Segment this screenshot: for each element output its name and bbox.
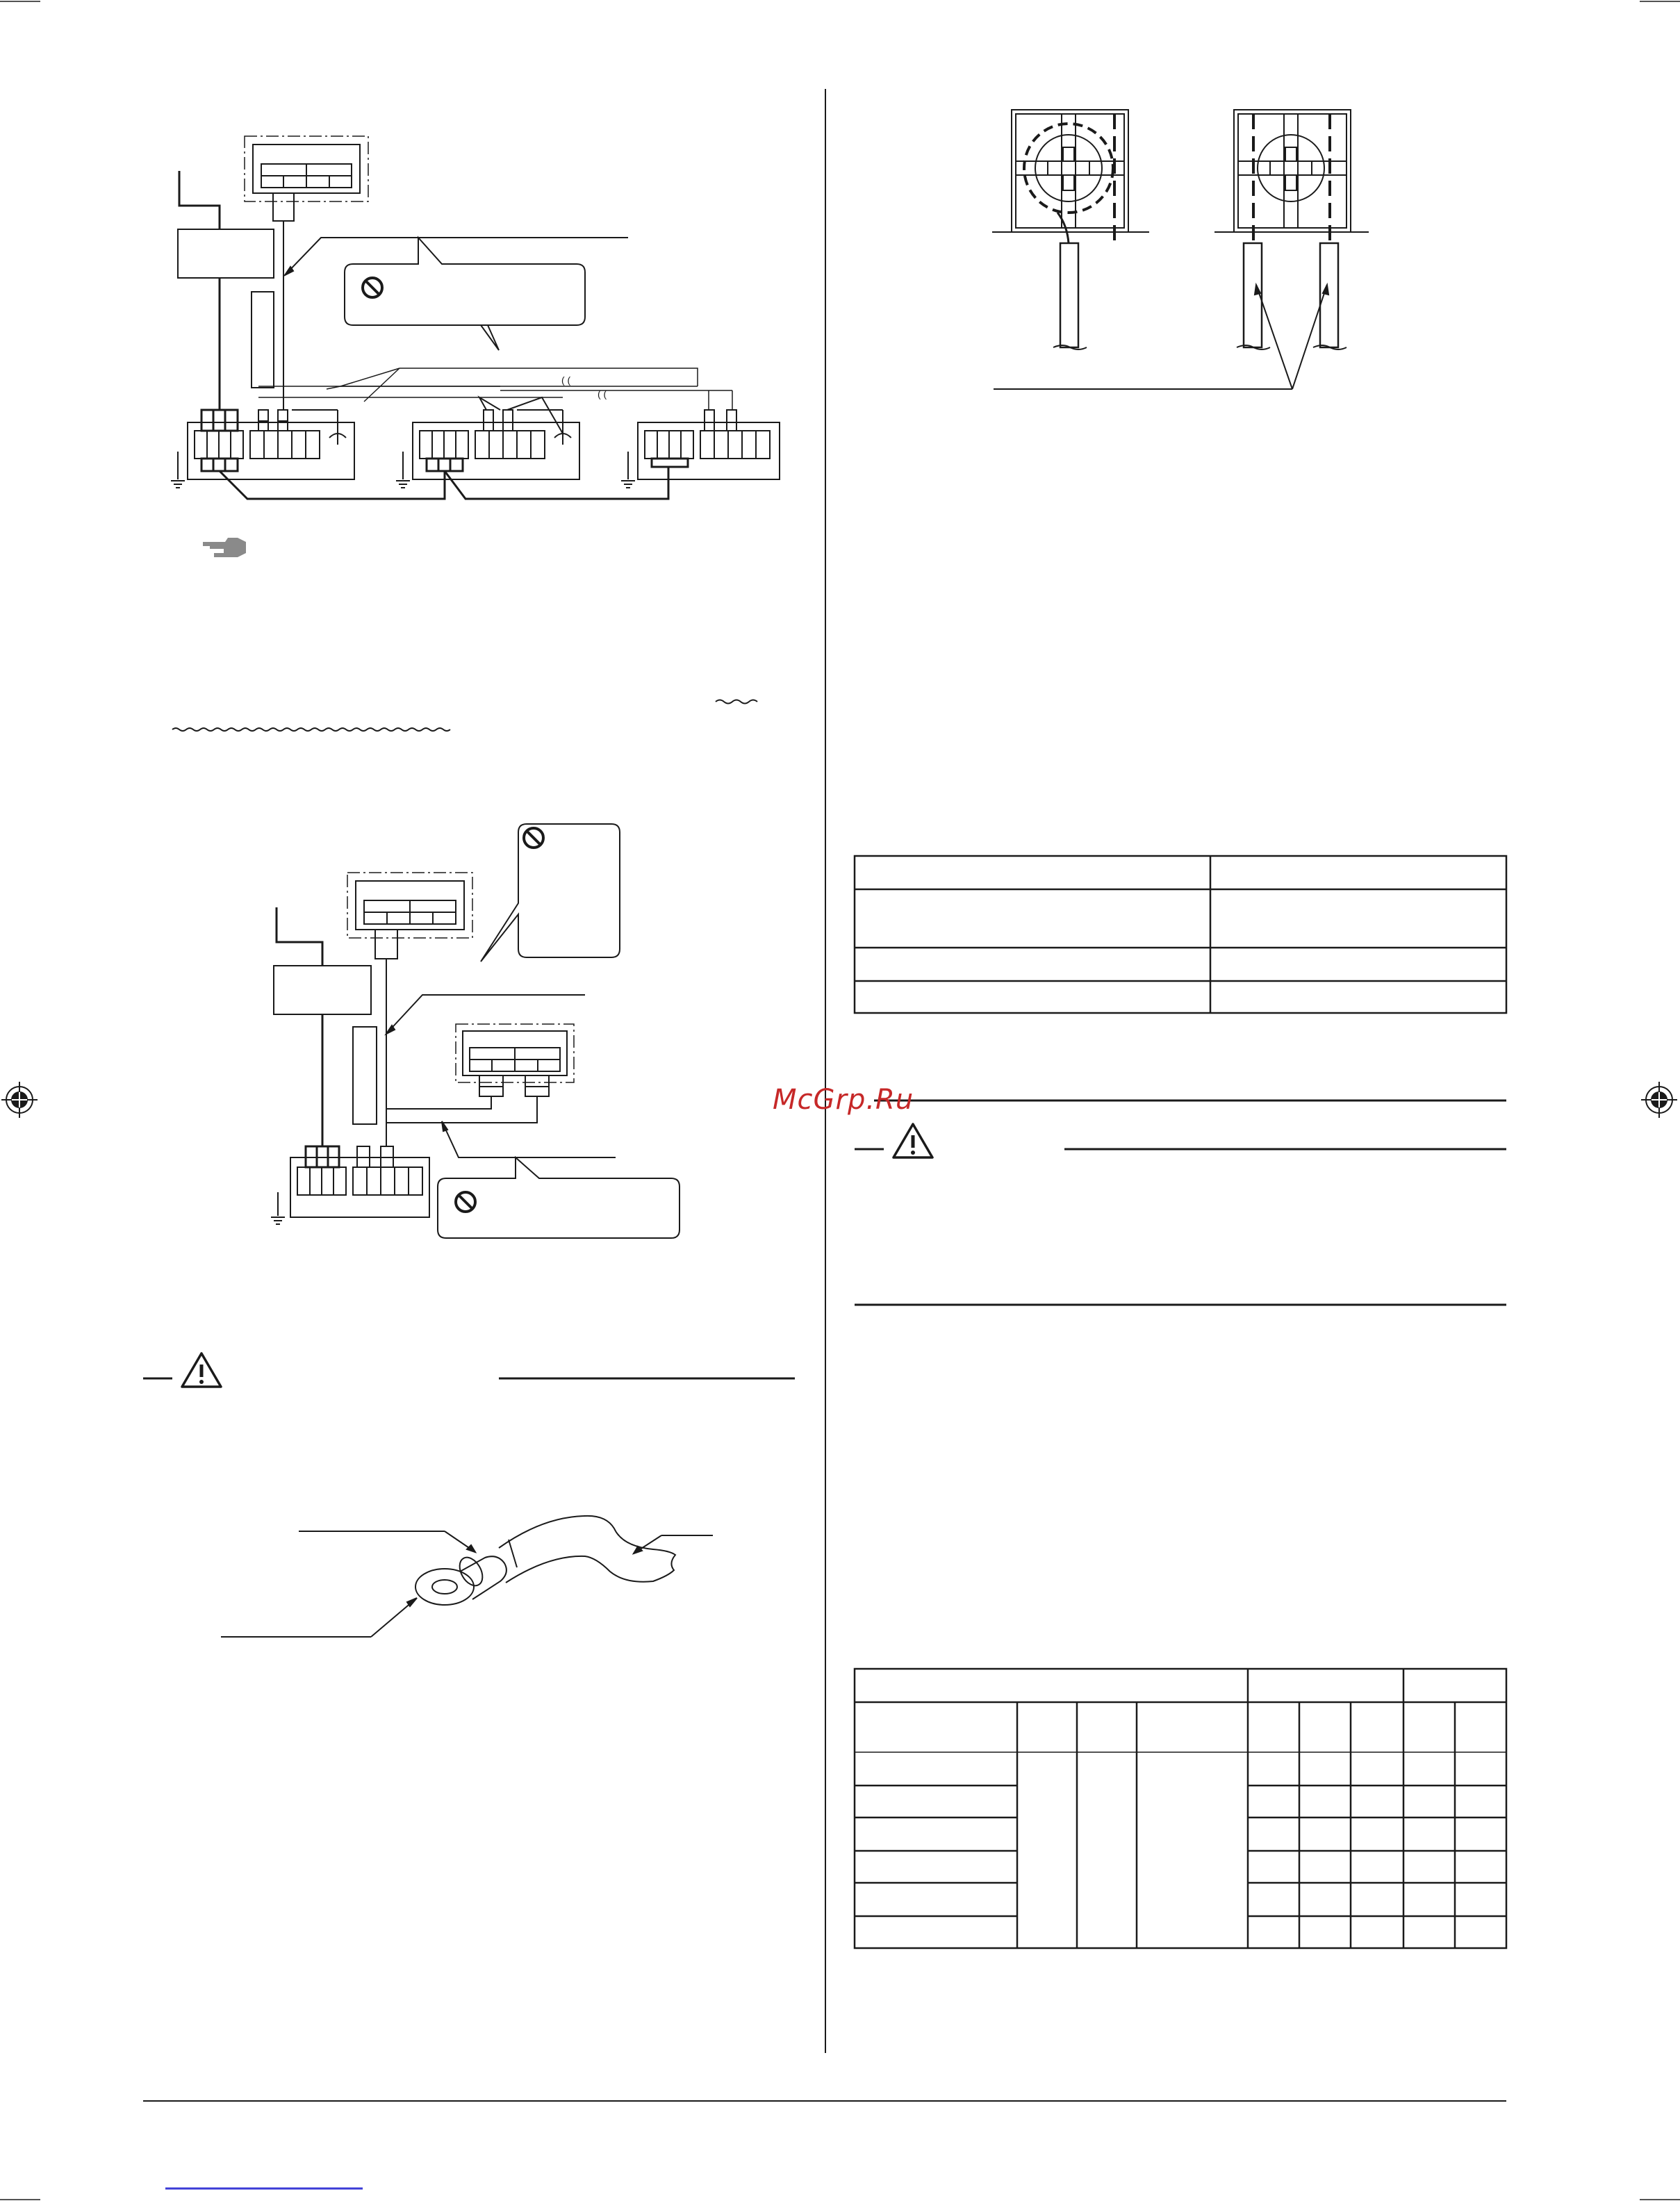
warning-triangle-icon <box>893 1124 932 1157</box>
wavy-underline <box>172 700 757 732</box>
registration-mark-icon <box>1 1082 38 1118</box>
wiring-diagram-two-remotes <box>271 824 680 1238</box>
warning-triangle-icon <box>182 1353 221 1387</box>
svg-text:( (: ( ( <box>561 374 571 386</box>
prohibition-icon <box>363 278 382 297</box>
watermark-text: McGrp.Ru <box>773 1084 914 1116</box>
caution-callout <box>438 1157 680 1238</box>
registration-mark-icon <box>1641 1082 1677 1118</box>
ring-terminal-drawing <box>221 1516 713 1637</box>
caution-callout <box>481 824 620 962</box>
pointing-hand-icon <box>203 538 246 557</box>
warning-header-left <box>143 1353 795 1387</box>
spec-table-2 <box>855 1669 1506 1948</box>
warning-header-right <box>855 1124 1506 1157</box>
svg-text:( (: ( ( <box>598 388 607 399</box>
prohibition-icon <box>524 828 543 848</box>
screw-terminal-figure <box>992 110 1369 389</box>
wiring-diagram-multi-unit <box>171 136 780 499</box>
prohibition-icon <box>456 1192 475 1212</box>
spec-table-1 <box>855 856 1506 1013</box>
caution-callout <box>345 238 585 350</box>
